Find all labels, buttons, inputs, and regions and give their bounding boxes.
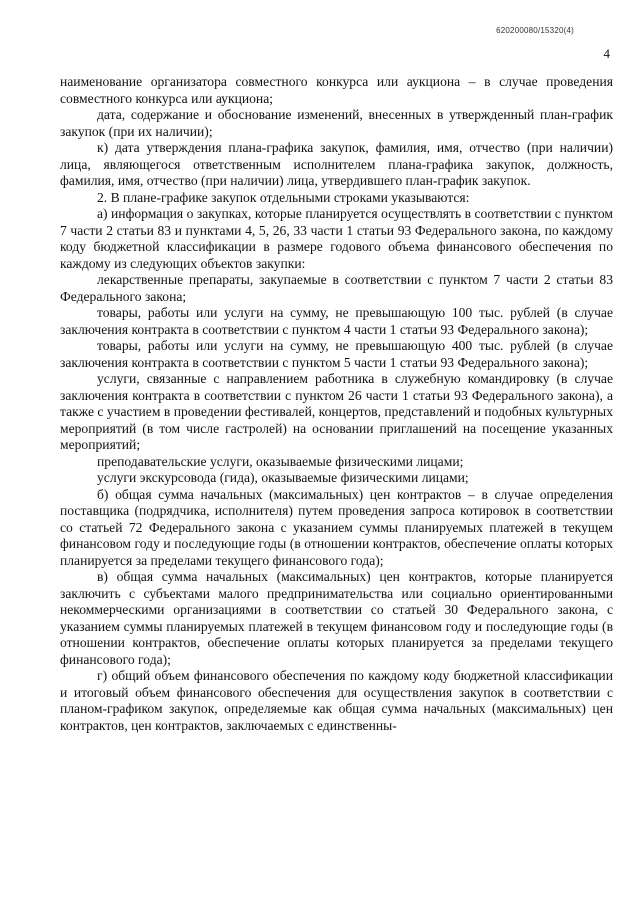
paragraph: а) информация о закупках, которые планируется осуществлять в соответствии с пунктом 7 части 2 статьи 83 и пунктами 4, 5, 26, 33 части 1 статьи 93 Федерального закона, по каждому коду бюджетной классификации в размере годового объема финансового обеспечения по каждому из следующих объектов закупки:	[60, 206, 613, 271]
paragraph: к) дата утверждения плана-графика закупок, фамилия, имя, отчество (при наличии) лица, являющегося ответственным исполнителем плана-графика закупок, должность, фамилия, имя, отчество (при наличии) лица, утвердившего план-график закупок.	[60, 140, 613, 188]
paragraph: преподавательские услуги, оказываемые физическими лицами;	[97, 453, 464, 469]
paragraph: 2. В плане-графике закупок отдельными строками указываются:	[97, 189, 470, 205]
paragraph: наименование организатора совместного конкурса или аукциона – в случае проведения совместного конкурса или аукциона;	[60, 74, 613, 106]
paragraph: услуги экскурсовода (гида), оказываемые физическими лицами;	[97, 470, 469, 485]
paragraph: г) общий объем финансового обеспечения по каждому коду бюджетной классификации и итоговый объем финансового обеспечения для осуществления закупок в соответствии с планом-графиком закупок, определяемые как общая сумма начальных (максимальных) цен контрактов, цен контрактов, заключаемых с единственны-	[60, 668, 613, 733]
paragraph: товары, работы или услуги на сумму, не превышающую 100 тыс. рублей (в случае заключения контракта в соответствии с пунктом 4 части 1 статьи 93 Федерального закона);	[60, 305, 613, 337]
page-number: 4	[603, 46, 610, 61]
paragraph: дата, содержание и обоснование изменений, внесенных в утвержденный план-график закупок (при их наличии);	[60, 107, 613, 139]
paragraph: услуги, связанные с направлением работника в служебную командировку (в случае заключения контракта в соответствии с пунктом 26 части 1 статьи 93 Федерального закона), а также с участием в проведении фестивалей, концертов, представлений и подобных культурных мероприятий (в том числе гастролей) на основании приглашений на посещение указанных мероприятий;	[60, 371, 613, 452]
document-code: 620200080/15320(4)	[496, 26, 574, 35]
paragraph: товары, работы или услуги на сумму, не превышающую 400 тыс. рублей (в случае заключения контракта в соответствии с пунктом 5 части 1 статьи 93 Федерального закона);	[60, 338, 613, 370]
paragraph: б) общая сумма начальных (максимальных) цен контрактов – в случае определения поставщика (подрядчика, исполнителя) путем проведения запроса котировок в соответствии со статьей 72 Федерального закона с указанием суммы планируемых платежей в текущем финансовом году и последующие годы (в отношении контрактов, обеспечение оплаты которых планируется за пределами текущего финансового года);	[60, 486, 613, 568]
paragraph: лекарственные препараты, закупаемые в соответствии с пунктом 7 части 2 статьи 83 Федерального закона;	[60, 272, 613, 304]
document-body	[60, 74, 613, 734]
paragraph: в) общая сумма начальных (максимальных) цен контрактов, которые планируется заключить с субъектами малого предпринимательства или социально ориентированными некоммерческими организациями в соответствии со статьей 30 Федерального закона, с указанием суммы планируемых платежей в текущем финансовом году и последующие годы (в отношении контрактов, обеспечение оплаты которых планируется за пределами текущего финансового года);	[60, 569, 613, 667]
